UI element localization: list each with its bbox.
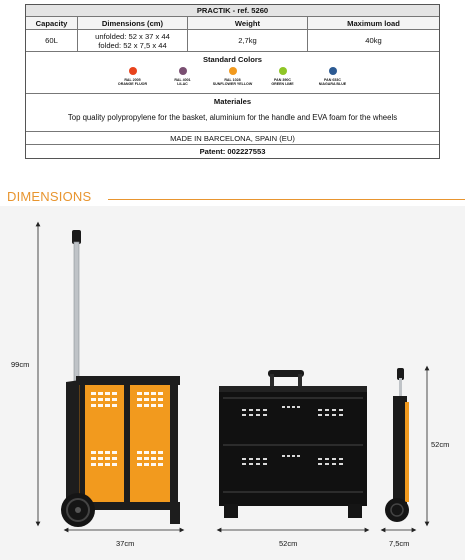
dimensions-panel <box>0 206 465 560</box>
dimensions-rule <box>108 199 465 200</box>
trolley-folded-view <box>385 368 409 522</box>
color-code: PAN 390C <box>274 78 291 82</box>
color-dot <box>279 67 287 75</box>
length-label: 52cm <box>279 539 298 548</box>
color-code: RAL 2005 <box>124 78 141 82</box>
colors-title: Standard Colors <box>202 55 263 64</box>
color-code: RAL 4001 <box>174 78 191 82</box>
value-folded: folded: 52 x 7,5 x 44 <box>98 40 167 50</box>
color-code: RAL 1028 <box>224 78 241 82</box>
color-name: ORANGE FLUOR <box>117 82 148 87</box>
spec-title: PRACTIK - ref. 5260 <box>26 5 439 17</box>
value-unfolded: unfolded: 52 x 37 x 44 <box>95 31 170 41</box>
value-capacity: 60L <box>26 30 78 51</box>
value-max-load: 40kg <box>365 36 382 45</box>
handle-pole <box>74 242 79 392</box>
color-swatch <box>259 67 307 86</box>
patent: Patent: 002227553 <box>199 147 266 156</box>
made-in: MADE IN BARCELONA, SPAIN (EU) <box>26 132 439 145</box>
dimensions-title: DIMENSIONS <box>7 189 92 204</box>
color-swatch <box>109 67 157 86</box>
color-swatch <box>309 67 357 86</box>
materials-text: Top quality polypropylene for the basket, aluminium for the handle and EVA foam for the wheels <box>67 113 398 122</box>
spec-values-row <box>26 30 439 52</box>
header-dimensions: Dimensions (cm) <box>78 17 188 29</box>
width-label: 37cm <box>116 539 135 548</box>
color-name: SUNFLOWER YELLOW <box>212 82 253 87</box>
color-name: GREEN LIME <box>271 82 294 87</box>
color-swatch <box>209 67 257 86</box>
folded-body <box>393 396 407 511</box>
color-dot <box>229 67 237 75</box>
trolley-side-view <box>61 230 180 527</box>
color-name: LILAC <box>177 82 188 87</box>
folded-label: 7,5cm <box>389 539 410 548</box>
header-weight: Weight <box>188 17 308 29</box>
header-max-load: Maximum load <box>308 17 439 29</box>
materials-section <box>26 94 439 132</box>
spec-header-row <box>26 17 439 30</box>
basket-height-label: 52cm <box>431 440 450 449</box>
color-swatches <box>109 67 357 86</box>
color-dot <box>179 67 187 75</box>
trolley-front-view <box>219 370 367 518</box>
header-capacity: Capacity <box>26 17 78 29</box>
trolley-drawings <box>0 206 465 560</box>
materials-title: Materiales <box>213 97 252 106</box>
colors-section <box>26 52 439 94</box>
color-name: NIAGARA BLUE <box>318 82 347 87</box>
spec-table <box>25 4 440 159</box>
height-label: 99cm <box>11 360 30 369</box>
color-dot <box>329 67 337 75</box>
color-swatch <box>159 67 207 86</box>
value-weight: 2,7kg <box>188 30 308 51</box>
color-dot <box>129 67 137 75</box>
color-code: PAN 653C <box>324 78 341 82</box>
value-dimensions <box>78 30 188 51</box>
